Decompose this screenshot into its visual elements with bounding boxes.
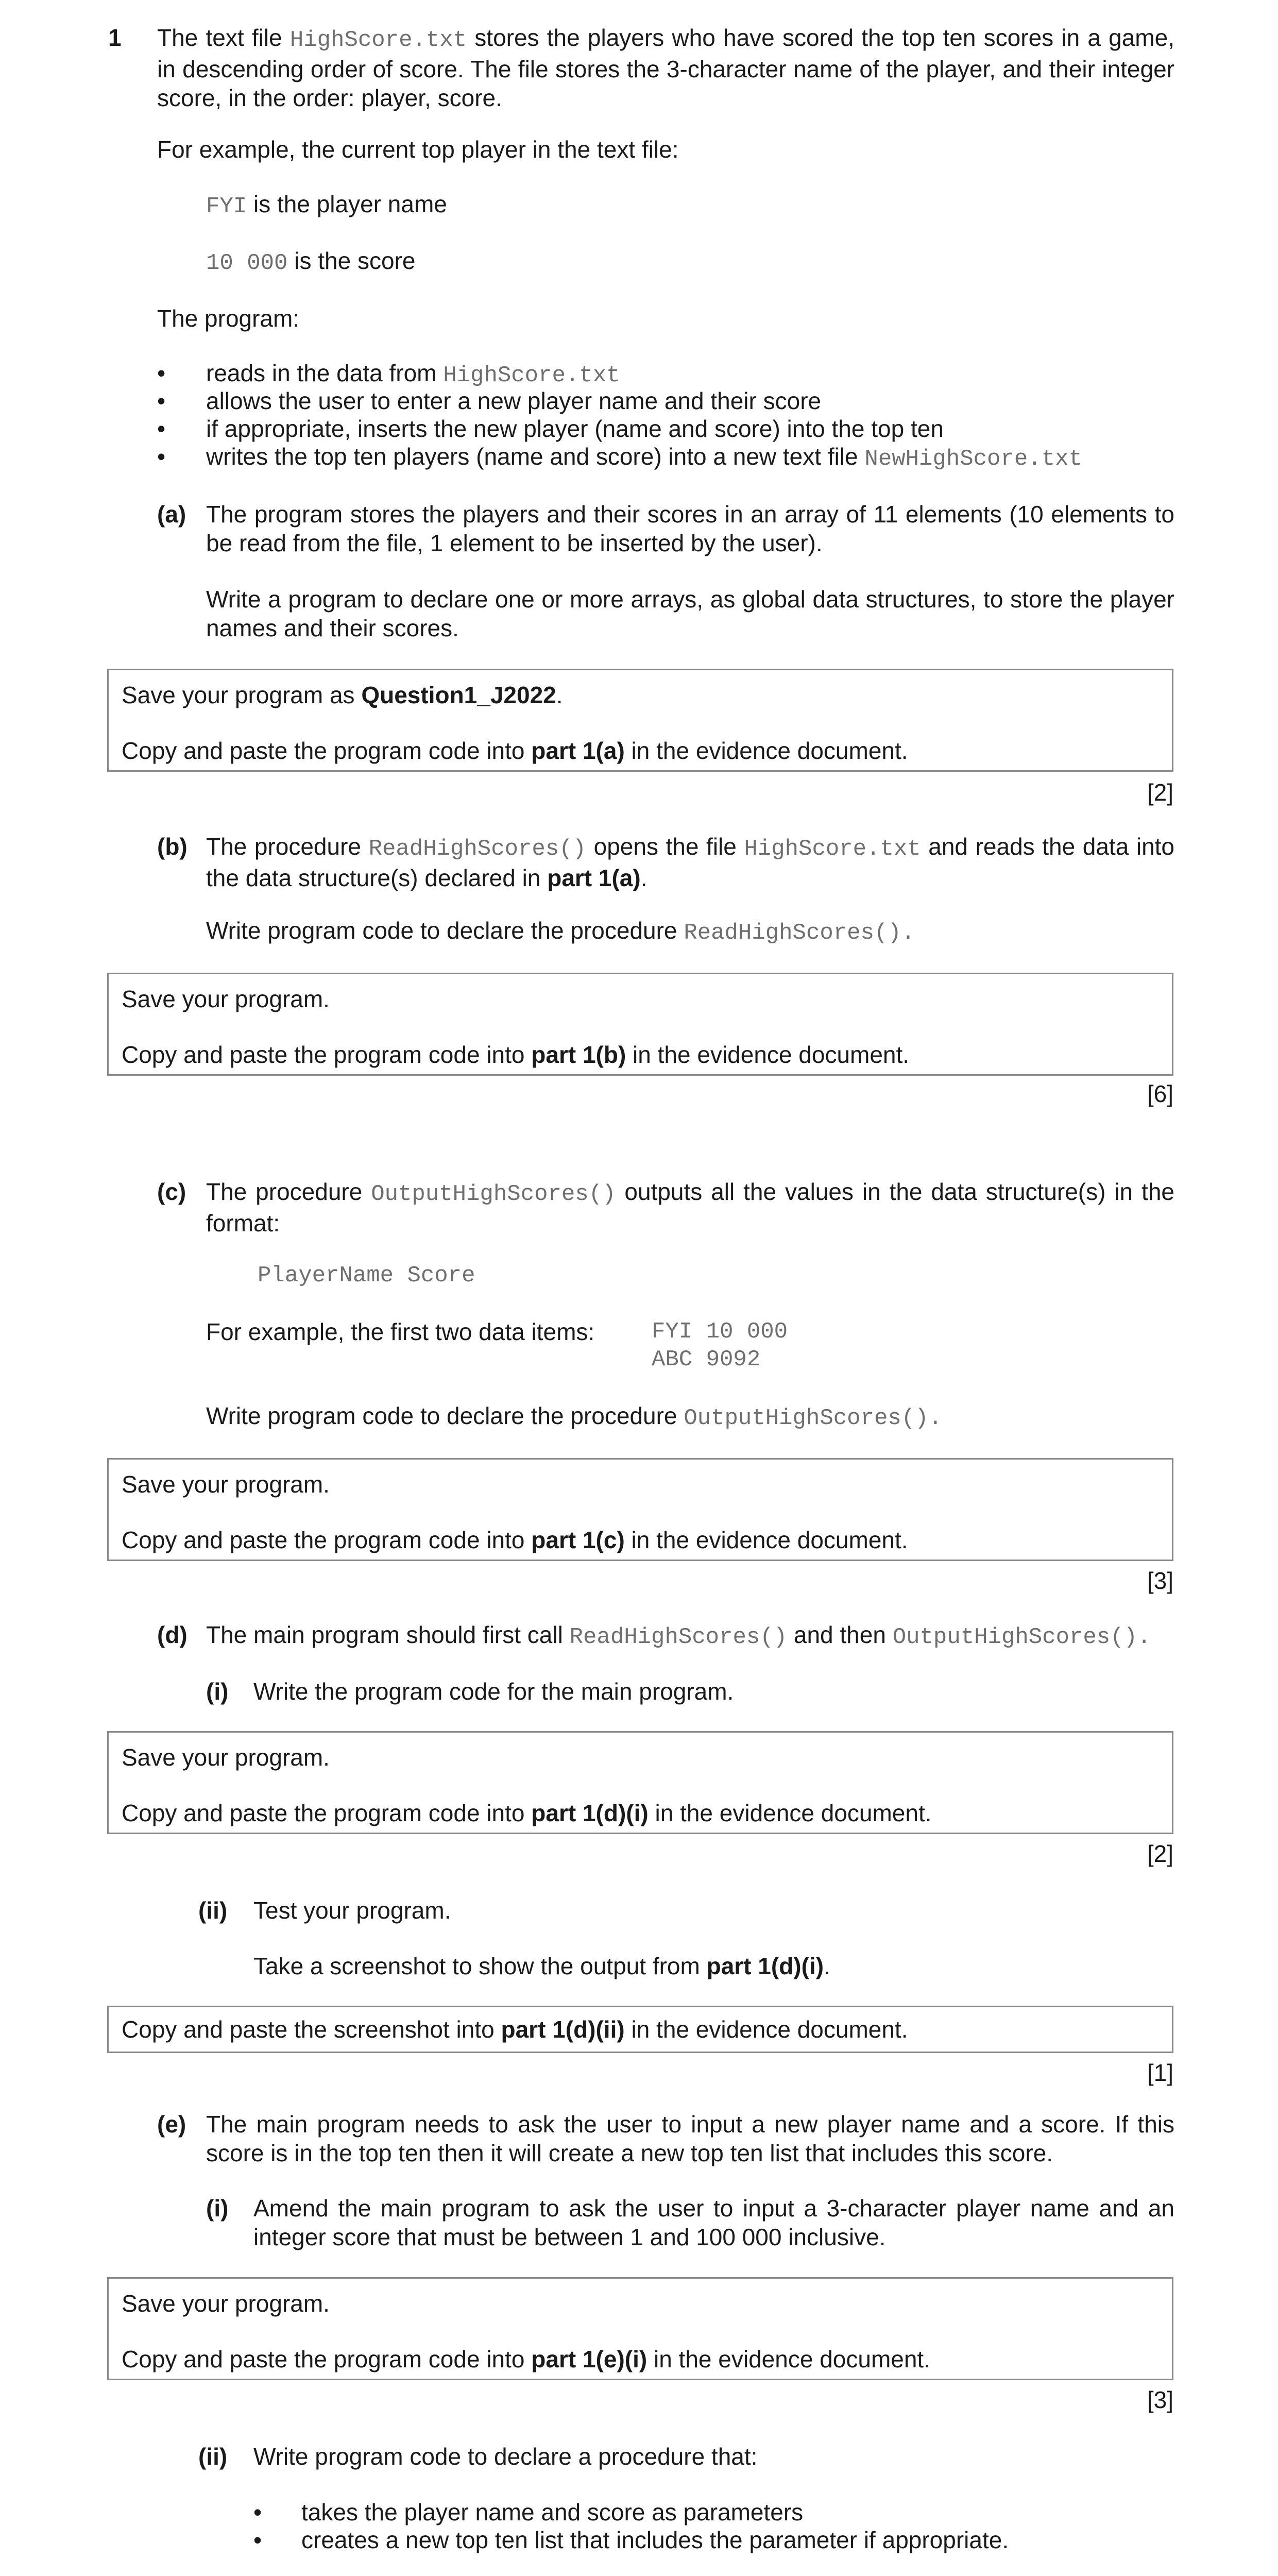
- bullet-item: takes the player name and score as parameters: [301, 2499, 804, 2526]
- part-a-label: (a): [157, 501, 186, 528]
- part-e-i-text: Amend the main program to ask the user to input a 3-character player name and an integer score that must be between 1 and 100 000 inclusive.: [253, 2195, 1174, 2250]
- part-e-ii-label: (ii): [198, 2443, 228, 2470]
- part-c-task: Write program code to declare the procedure OutputHighScores().: [206, 1402, 942, 1431]
- bullet-item: allows the user to enter a new player name and their score: [206, 387, 822, 414]
- save-instruction: Save your program.: [122, 2290, 330, 2317]
- bullet-marker: •: [157, 443, 166, 470]
- bullet-marker: •: [253, 2499, 262, 2526]
- question-intro: The text file HighScore.txt stores the players who have scored the top ten scores in a game, in descending order of score. The file stores the 3-character name of the player, and their integer score, in the order: player, score.: [157, 24, 1174, 111]
- save-instruction: Save your program.: [122, 1744, 330, 1771]
- part-b-marks: [6]: [1147, 1080, 1173, 1107]
- part-e-i-label: (i): [206, 2195, 229, 2222]
- part-b-label: (b): [157, 833, 188, 860]
- part-d-i-text: Write the program code for the main program.: [253, 1678, 734, 1705]
- part-b-text: The procedure ReadHighScores() opens the file HighScore.txt and reads the data into the data structure(s) declared in part 1(a).: [206, 833, 1175, 891]
- save-instruction: Save your program.: [122, 1471, 330, 1498]
- paste-instruction: Copy and paste the program code into part 1(b) in the evidence document.: [122, 1041, 910, 1068]
- bullet-marker: •: [253, 2527, 262, 2553]
- part-d-ii-marks: [1]: [1147, 2059, 1173, 2086]
- program-label: The program:: [157, 305, 300, 332]
- part-c-label: (c): [157, 1178, 186, 1205]
- bullet-item: creates a new top ten list that includes the parameter if appropriate.: [301, 2527, 1009, 2553]
- bullet-marker: •: [157, 415, 166, 442]
- example-player-name: FYI is the player name: [206, 191, 447, 219]
- filename-code: HighScore.txt: [289, 27, 467, 53]
- part-d-i-marks: [2]: [1147, 1840, 1173, 1867]
- part-b-task: Write program code to declare the procedure ReadHighScores().: [206, 917, 915, 946]
- part-c-marks: [3]: [1147, 1567, 1173, 1594]
- paste-instruction: Copy and paste the program code into part 1(c) in the evidence document.: [122, 1527, 908, 1553]
- part-c-instruction-box: [107, 1458, 1173, 1561]
- paste-instruction: Copy and paste the screenshot into part 1(d)(ii) in the evidence document.: [122, 2016, 908, 2043]
- part-e-text: The main program needs to ask the user to input a new player name and a score. If this score is in the top ten then it will create a new top ten list that includes this score.: [206, 2111, 1174, 2166]
- part-b-instruction-box: [107, 973, 1173, 1076]
- paste-instruction: Copy and paste the program code into part 1(e)(i) in the evidence document.: [122, 2346, 930, 2372]
- part-d-text: The main program should first call ReadHighScores() and then OutputHighScores().: [206, 1621, 1151, 1650]
- bullet-item: writes the top ten players (name and score) into a new text file NewHighScore.txt: [206, 443, 1082, 472]
- part-e-ii-text: Write program code to declare a procedure that:: [253, 2443, 758, 2470]
- bullet-item: reads in the data from HighScore.txt: [206, 360, 620, 388]
- part-d-label: (d): [157, 1621, 188, 1648]
- example-label: For example, the first two data items:: [206, 1318, 595, 1345]
- part-d-ii-task: Take a screenshot to show the output from part 1(d)(i).: [253, 1953, 830, 1979]
- part-c-text: The procedure OutputHighScores() outputs all the values in the data structure(s) in the format:: [206, 1178, 1174, 1236]
- bullet-item: if appropriate, inserts the new player (name and score) into the top ten: [206, 415, 944, 442]
- save-instruction: Save your program.: [122, 986, 330, 1012]
- part-d-ii-text: Test your program.: [253, 1897, 451, 1924]
- part-a-instruction-box: [107, 669, 1173, 772]
- part-a-task: Write a program to declare one or more arrays, as global data structures, to store the player names and their scores.: [206, 586, 1174, 641]
- example-intro: For example, the current top player in the text file:: [157, 136, 679, 163]
- example-line: FYI 10 000: [652, 1319, 788, 1345]
- example-line: ABC 9092: [652, 1347, 761, 1372]
- part-d-i-label: (i): [206, 1678, 229, 1705]
- paste-instruction: Copy and paste the program code into part 1(d)(i) in the evidence document.: [122, 1800, 932, 1826]
- part-d-ii-instruction-box: [107, 2006, 1173, 2053]
- part-d-ii-label: (ii): [198, 1897, 228, 1924]
- example-score: 10 000 is the score: [206, 247, 416, 276]
- part-e-label: (e): [157, 2111, 186, 2138]
- question-number: 1: [108, 24, 122, 51]
- format-code: PlayerName Score: [258, 1263, 475, 1289]
- part-e-i-instruction-box: [107, 2277, 1173, 2380]
- save-instruction: Save your program as Question1_J2022.: [122, 682, 563, 708]
- part-e-i-marks: [3]: [1147, 2386, 1173, 2413]
- part-a-text: The program stores the players and their scores in an array of 11 elements (10 elements to be read from the file, 1 element to be inserted by the user).: [206, 501, 1174, 556]
- paste-instruction: Copy and paste the program code into part 1(a) in the evidence document.: [122, 737, 908, 764]
- part-d-i-instruction-box: [107, 1731, 1173, 1834]
- part-a-marks: [2]: [1147, 779, 1173, 806]
- bullet-marker: •: [157, 360, 166, 386]
- bullet-marker: •: [157, 387, 166, 414]
